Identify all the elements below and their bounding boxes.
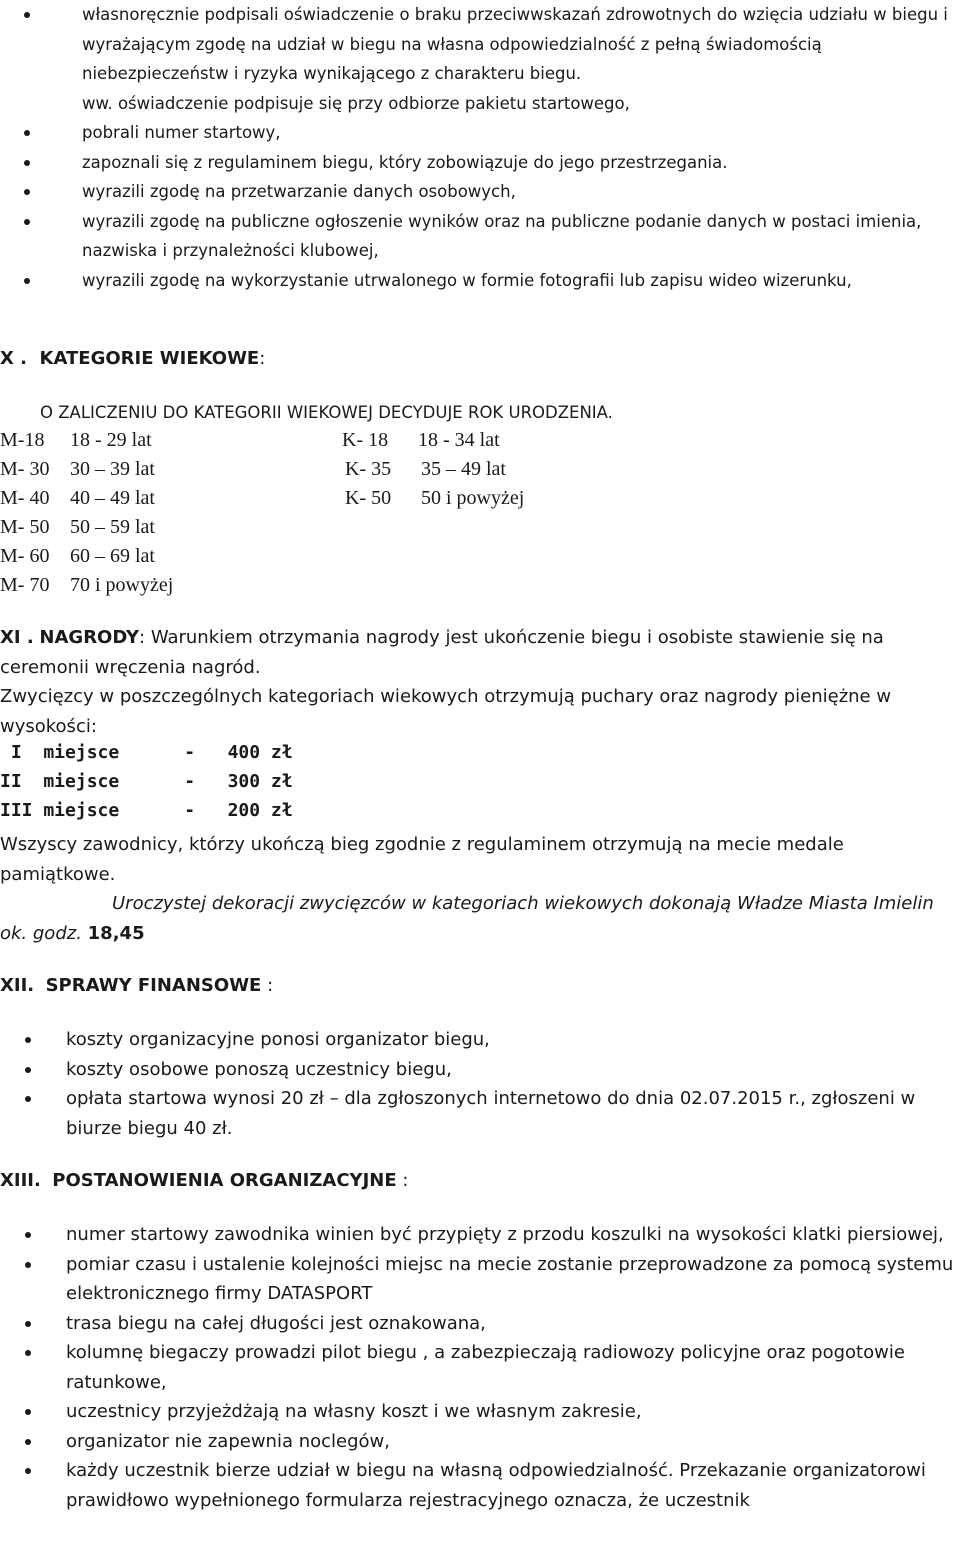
list-item: numer startowy zawodnika winien być przypięty z przodu koszulki na wysokości klatki piersiowej, xyxy=(0,1220,958,1250)
list-item: wyrazili zgodę na przetwarzanie danych osobowych, xyxy=(0,177,958,207)
organization-list-block xyxy=(0,1220,958,1515)
section-xi-ceremony: Uroczystej dekoracji zwycięzców w kategoriach wiekowych dokonają Władze Miasta Imielin ok. godz. 18,45 xyxy=(0,893,934,944)
age-rule: O ZALICZENIU DO KATEGORII WIEKOWEJ DECYDUJE ROK URODZENIA. xyxy=(40,403,613,422)
finance-list-block xyxy=(0,1025,958,1143)
prize-first: I miejsce - 400 zł xyxy=(0,742,293,763)
list-item: wyrazili zgodę na wykorzystanie utrwalonego w formie fotografii lub zapisu wideo wizerunku, xyxy=(0,266,958,296)
section-xi-intro: XI . NAGRODY: Warunkiem otrzymania nagrody jest ukończenie biegu i osobiste stawienie się na ceremonii wręczenia nagród. xyxy=(0,627,884,678)
section-x-heading: X . KATEGORIE WIEKOWE: xyxy=(0,348,266,369)
prize-second: II miejsce - 300 zł xyxy=(0,771,293,792)
list-item: uczestnicy przyjeżdżają na własny koszt i we własnym zakresie, xyxy=(0,1397,958,1427)
list-item: opłata startowa wynosi 20 zł – dla zgłoszonych internetowo do dnia 02.07.2015 r., zgłoszeni w biurze biegu 40 zł. xyxy=(0,1084,958,1143)
prize-third: III miejsce - 200 zł xyxy=(0,800,293,821)
section-xiii-heading: XIII. POSTANOWIENIA ORGANIZACYJNE : xyxy=(0,1170,409,1191)
list-item: pobrali numer startowy, xyxy=(0,118,958,148)
organization-list xyxy=(0,1220,958,1515)
consent-list xyxy=(0,0,958,295)
consent-list-block xyxy=(0,0,958,295)
list-item: koszty osobowe ponoszą uczestnicy biegu, xyxy=(0,1055,958,1085)
list-item: organizator nie zapewnia noclegów, xyxy=(0,1427,958,1457)
section-xii-heading: XII. SPRAWY FINANSOWE : xyxy=(0,975,274,996)
list-item: pomiar czasu i ustalenie kolejności miejsc na mecie zostanie przeprowadzone za pomocą systemu elektronicznego firmy DATASPORT xyxy=(0,1250,958,1309)
list-item: trasa biegu na całej długości jest oznakowana, xyxy=(0,1309,958,1339)
list-item: każdy uczestnik bierze udział w biegu na własną odpowiedzialność. Przekazanie organizatorowi prawidłowo wypełnionego formularza rejestracyjnego oznacza, że uczestnik xyxy=(0,1456,958,1515)
list-item: koszty organizacyjne ponosi organizator biegu, xyxy=(0,1025,958,1055)
section-xi-prizes-intro: Zwycięzcy w poszczególnych kategoriach wiekowych otrzymują puchary oraz nagrody pieniężne w wysokości: xyxy=(0,686,892,737)
list-item: zapoznali się z regulaminem biegu, który zobowiązuje do jego przestrzegania. xyxy=(0,148,958,178)
note-ww: ww. oświadczenie podpisuje się przy odbiorze pakietu startowego, xyxy=(82,93,630,113)
list-item: wyrazili zgodę na publiczne ogłoszenie wyników oraz na publiczne podanie danych w postaci imienia, nazwiska i przynależności klubowej, xyxy=(0,207,958,266)
section-xi-medals: Wszyscy zawodnicy, którzy ukończą bieg zgodnie z regulaminem otrzymują na mecie medale pamiątkowe. xyxy=(0,834,844,885)
list-item: własnoręcznie podpisali oświadczenie o braku przeciwwskazań zdrowotnych do wzięcia udziału w biegu i wyrażającym zgodę na udział w biegu na własna odpowiedzialność z pełną świadomością niebezpieczeństw i ryzyka wynikającego z charakteru biegu. ww. oświadczenie podpisuje się przy odbiorze pakietu startowego, xyxy=(0,0,958,118)
finance-list xyxy=(0,1025,958,1143)
document-page: własnoręcznie podpisali oświadczenie o braku przeciwwskazań zdrowotnych do wzięcia udziału w biegu i wyrażającym zgodę na udział w biegu na własna odpowiedzialność z pełną świadomością niebezpieczeństw i ryzyka wynikającego z charakteru biegu. ww. oświadczenie podpisuje się przy odbiorze pakietu startowego, pobrali numer startowy, zapoznali się z regulaminem biegu, który zobowiązuje do jego przestrzegania. wyrazili zgodę na przetwarzanie danych osobowych, wyrazili zgodę na publiczne ogłoszenie wyników oraz na publiczne podanie danych w postaci imienia, nazwiska i przynależności klubowej, wyrazili zgodę na wykorzystanie utrwalonego w formie fotografii lub zapisu wideo wizerunku, X . KATEGORIE WIEKOWE: O ZALICZENIU DO KATEGORII WIEKOWEJ DECYDUJE ROK URODZENIA. M-18 18 - 29 lat K- 18 18 - 34 lat M- 30 30 – 39 lat K- 35 35 – 49 lat M- 40 40 – 49 lat K- 50 50 i powyżej M- 50 50 – 59 lat M- 60 60 – 69 lat M- 70 70 i powyżej XI . NAGRODY: Warunkiem otrzymania nagrody jest ukończenie biegu i osobiste stawienie się na ceremonii wręczenia nagród. Zwycięzcy w poszczególnych kategoriach wiekowych otrzymują puchary oraz nagrody pieniężne w wysokości: I miejsce - 400 zł II miejsce - 300 zł III miejsce - 200 zł Wszyscy zawodnicy, którzy ukończą bieg zgodnie z regulaminem otrzymują na mecie medale pamiątkowe. Uroczystej dekoracji zwycięzców w kategoriach wiekowych dokonają Władze Miasta Imielin ok. godz. 18,45 XII. SPRAWY FINANSOWE : koszty organizacyjne ponosi organizator biegu, koszty osobowe ponoszą uczestnicy biegu, opłata startowa wynosi 20 zł – dla zgłoszonych internetowo do dnia 02.07.2015 r., zgłoszeni w biurze biegu 40 zł. XIII. POSTANOWIENIA ORGANIZACYJNE : numer startowy zawodnika winien być przypięty z przodu koszulki na wysokości klatki piersiowej, pomiar czasu i ustalenie kolejności miejsc na mecie zostanie przeprowadzone za pomocą systemu elektronicznego firmy DATASPORT trasa biegu na całej długości jest oznakowana, kolumnę biegaczy prowadzi pilot biegu , a zabezpieczają radiowozy policyjne oraz pogotowie ratunkowe, uczestnicy przyjeżdżają na własny koszt i we własnym zakresie, organizator nie zapewnia noclegów, każdy uczestnik bierze udział w biegu na własną odpowiedzialność. Przekazanie organizatorowi prawidłowo wypełnionego formularza rejestracyjnego oznacza, że uczestnik xyxy=(0,0,960,1546)
list-item: kolumnę biegaczy prowadzi pilot biegu , a zabezpieczają radiowozy policyjne oraz pogotowie ratunkowe, xyxy=(0,1338,958,1397)
